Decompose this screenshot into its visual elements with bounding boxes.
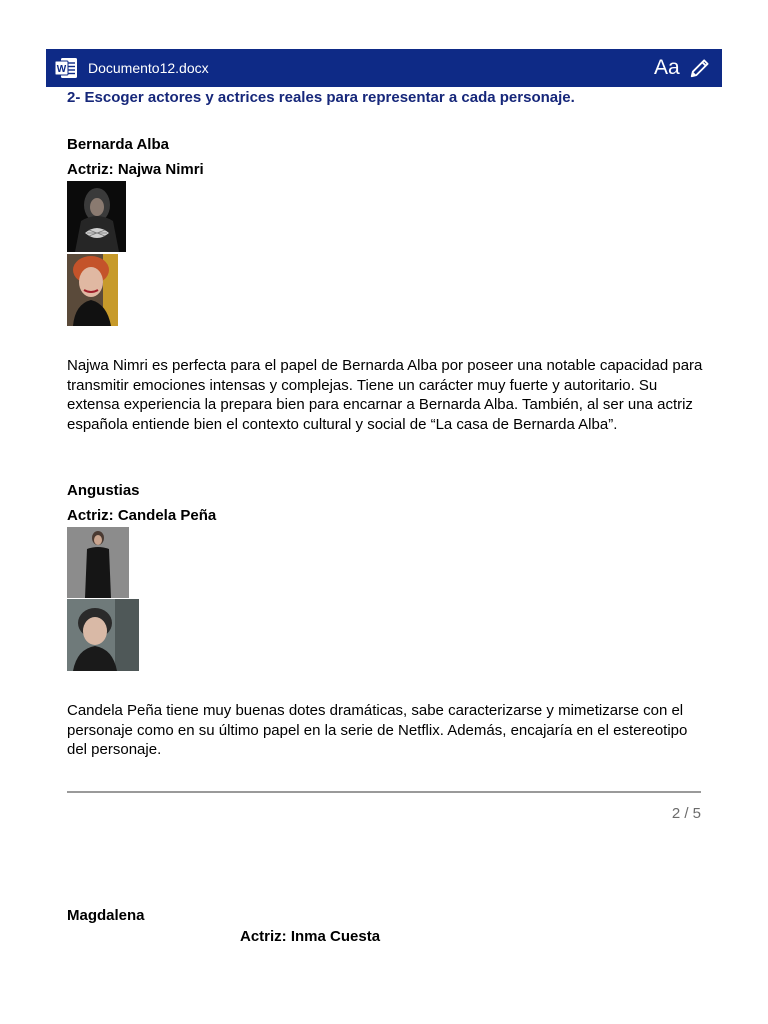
word-icon-letter: W (56, 63, 67, 75)
actress-photo (67, 527, 129, 598)
actress-label: Actriz: Candela Peña (67, 507, 217, 524)
description-paragraph: Candela Peña tiene muy buenas dotes dramáticas, sabe caracterizarse y mimetizarse con el personaje como en su último papel en la serie de Netflix. Además, encajaría en el estereotipo del personaje. (67, 702, 688, 759)
actress-label: Actriz: Najwa Nimri (67, 161, 204, 178)
actress-photo (67, 181, 126, 252)
document-name: Documento12.docx (88, 60, 209, 76)
character-name: Bernarda Alba (67, 136, 169, 153)
text-size-button[interactable]: Aa (654, 56, 680, 79)
actress-photo (67, 254, 118, 326)
description-paragraph: Najwa Nimri es perfecta para el papel de Bernarda Alba por poseer una notable capacidad para transmitir emociones intensas y complejas. Tiene un carácter muy fuerte y autoritario. Su extensa experiencia la prepara bien para encarnar a Bernarda Alba. También, al ser una actriz española entiende bien el contexto cultural y social de “La casa de Bernarda Alba”. (67, 357, 703, 433)
actress-label-partial (240, 926, 381, 945)
section-heading: 2- Escoger actores y actrices reales para representar a cada personaje. (67, 89, 575, 106)
page-indicator: 2 / 5 (671, 805, 701, 822)
character-name: Magdalena (67, 907, 145, 924)
page-divider (67, 791, 701, 793)
actress-label: Actriz: Inma Cuesta (240, 928, 381, 945)
character-name: Angustias (67, 482, 140, 499)
document-titlebar (46, 49, 722, 87)
word-app-icon (54, 56, 78, 80)
actress-photo (67, 599, 139, 671)
edit-pencil-icon[interactable] (689, 57, 711, 79)
